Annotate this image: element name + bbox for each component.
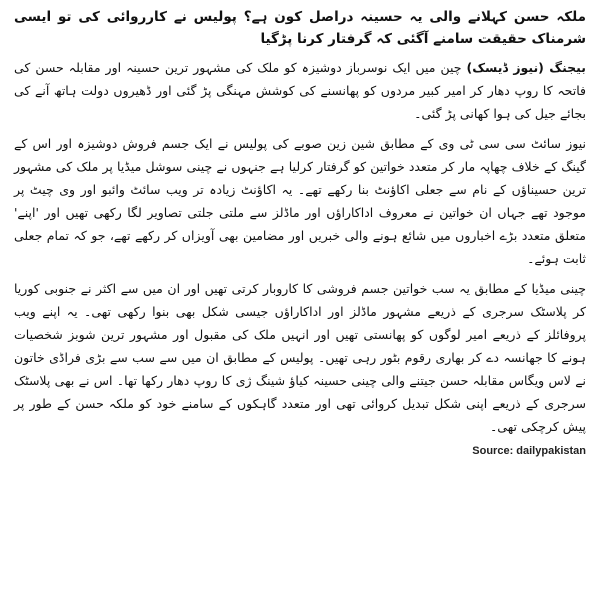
source-credit: Source: dailypakistan bbox=[472, 445, 586, 457]
article-paragraph-2: نیوز سائٹ سی سی ٹی وی کے مطابق شین زین صوبے کی پولیس نے ایک جسم فروش دوشیزہ اور اس کے گینگ کے خلاف چھاپہ مار کر متعدد خواتین کو گرفتار کرلیا ہے جنہوں نے چینی سوشل میڈیا پر ملک کی مشہور ترین حسیناؤں کے نام سے جعلی اکاؤنٹ بنا رکھے تھے۔ یہ اکاؤنٹ زیادہ تر ویب سائٹ وائبو اور وی چیٹ پر موجود تھے جہاں ان خواتین نے معروف اداکاراؤں اور ماڈلز سے ملتی جلتی تصاویر لگا رکھی تھیں اور 'اپنے' متعلق متعدد بڑے اخباروں میں شائع ہونے والی خبریں اور مضامین بھی آویزاں کر رکھے تھے، جو کہ تمام جعلی ثابت ہوئے۔ bbox=[14, 136, 586, 266]
article-paragraph-1-text: چین میں ایک نوسرباز دوشیزہ کو ملک کی مشہور ترین حسینہ اور مقابلہ حسن کی فاتحہ کا روپ دھار کر امیر کبیر مردوں کو پھانسنے کی کوشش مہنگی پڑ گئی اور ڈھیروں دولت ہاتھ آنے کی بجائے جیل کی ہوا کھانی پڑ گئی۔ bbox=[14, 60, 586, 121]
article-headline: ملکہ حسن کہلانے والی یہ حسینہ دراصل کون ہے؟ پولیس نے کارروائی کی تو ایسی شرمناک حقیقت سامنے آگئی کہ گرفتار کرنا پڑگیا bbox=[14, 9, 586, 47]
article-dateline: بیجنگ (نیوز ڈیسک) bbox=[466, 60, 586, 75]
article-paragraph-1 bbox=[14, 56, 586, 125]
article-paragraph-3: چینی میڈیا کے مطابق یہ سب خواتین جسم فروشی کا کاروبار کرتی تھیں اور ان میں سے اکثر نے جنوبی کوریا کر پلاسٹک سرجری کے ذریعے مشہور ماڈلز اور اداکاراؤں جیسی شکل بھی بنوا رکھی تھی۔ یہ اپنے ویب پروفائلز کے ذریعے امیر لوگوں کو پھانستی تھیں اور انہیں ملک کی مقبول اور مشہور ترین شوبز شخصیات ہونے کا جھانسہ دے کر بھاری رقوم بٹور رہی تھیں۔ پولیس کے مطابق ان میں سے سب سے بڑی فراڈی خاتون نے لاس ویگاس مقابلہ حسن جیتنے والی چینی حسینہ کیاؤ شینگ ژی کا روپ دھار رکھا تھا۔ اس نے بھی پلاسٹک سرجری کے ذریعے اپنی شکل تبدیل کروائی تھی اور متعدد گاہکوں کے سامنے خود کو ملکہ حسن کے طور پر پیش کرچکی تھی۔ bbox=[14, 281, 586, 434]
